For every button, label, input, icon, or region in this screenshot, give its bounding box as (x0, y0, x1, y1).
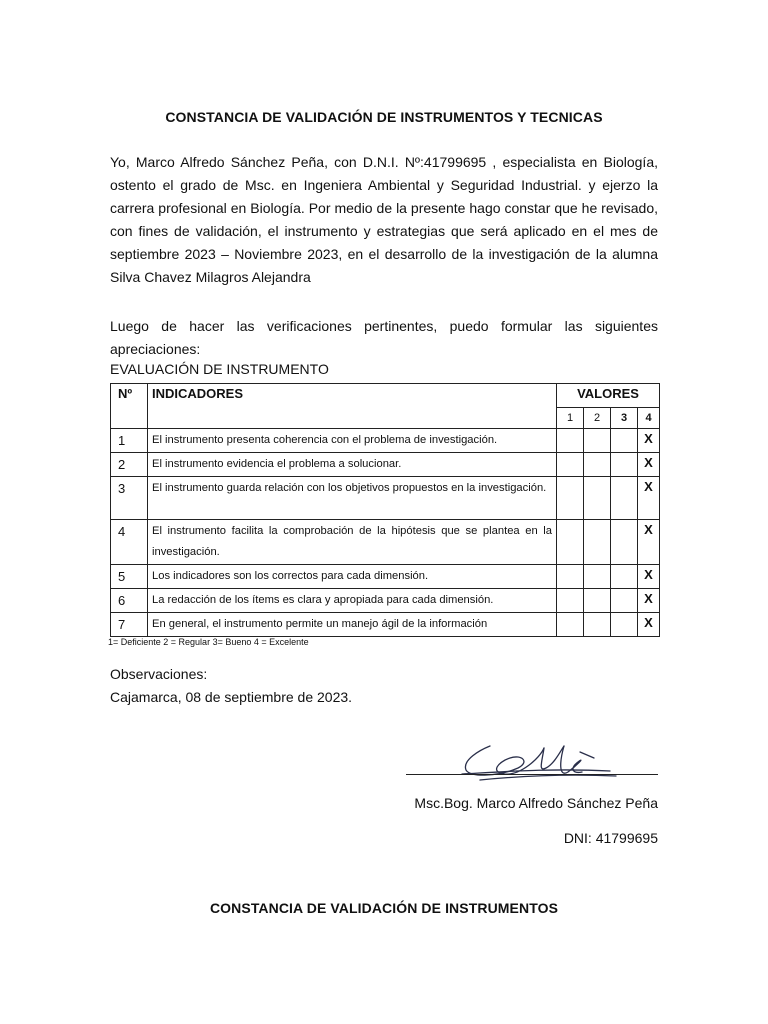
row-value-1 (557, 520, 584, 565)
row-value-4: X (638, 520, 660, 565)
row-indicator-text: En general, el instrumento permite un manejo ágil de la información (148, 613, 557, 637)
row-number: 2 (111, 453, 148, 477)
signature-image (460, 738, 620, 790)
row-value-2 (584, 429, 611, 453)
row-value-4: X (638, 429, 660, 453)
row-value-3 (611, 477, 638, 520)
table-row (111, 477, 660, 520)
verification-line-2: apreciaciones: (110, 341, 201, 357)
row-number: 6 (111, 589, 148, 613)
table-row (111, 429, 660, 453)
row-value-1 (557, 477, 584, 520)
row-value-3 (611, 613, 638, 637)
row-value-2 (584, 453, 611, 477)
row-value-4: X (638, 589, 660, 613)
row-value-1 (557, 589, 584, 613)
signature-line (406, 774, 658, 775)
scale-2: 2 (584, 408, 611, 429)
table-header-number: Nº (111, 384, 148, 429)
row-indicator-text: Los indicadores son los correctos para cada dimensión. (148, 565, 557, 589)
row-value-1 (557, 429, 584, 453)
row-value-4: X (638, 453, 660, 477)
row-value-2 (584, 477, 611, 520)
row-value-3 (611, 589, 638, 613)
row-value-2 (584, 589, 611, 613)
signer-dni: DNI: 41799695 (563, 830, 658, 846)
signer-name: Msc.Bog. Marco Alfredo Sánchez Peña (414, 795, 658, 811)
row-number: 4 (111, 520, 148, 565)
row-number: 3 (111, 477, 148, 520)
row-value-3 (611, 565, 638, 589)
place-date: Cajamarca, 08 de septiembre de 2023. (110, 689, 353, 705)
row-value-2 (584, 520, 611, 565)
row-value-3 (611, 429, 638, 453)
observations-label: Observaciones: (110, 666, 208, 682)
row-value-1 (557, 453, 584, 477)
verification-line-1: Luego de hacer las verificaciones pertinentes, puedo formular las siguientes (110, 318, 658, 334)
evaluation-table (110, 383, 660, 637)
row-number: 5 (111, 565, 148, 589)
row-value-2 (584, 565, 611, 589)
row-value-1 (557, 565, 584, 589)
row-indicator-text: El instrumento facilita la comprobación de la hipótesis que se plantea en la investigación. (148, 520, 557, 565)
scale-4: 4 (638, 408, 660, 429)
table-row (111, 613, 660, 637)
row-indicator-text: El instrumento guarda relación con los objetivos propuestos en la investigación. (148, 477, 557, 520)
row-value-4: X (638, 477, 660, 520)
row-number: 1 (111, 429, 148, 453)
row-indicator-text: La redacción de los ítems es clara y apropiada para cada dimensión. (148, 589, 557, 613)
row-value-4: X (638, 565, 660, 589)
scale-3: 3 (611, 408, 638, 429)
evaluation-title: EVALUACIÓN DE INSTRUMENTO (110, 361, 329, 377)
table-row (111, 453, 660, 477)
row-value-2 (584, 613, 611, 637)
row-number: 7 (111, 613, 148, 637)
verification-paragraph (110, 315, 658, 361)
scale-1: 1 (557, 408, 584, 429)
row-indicator-text: El instrumento presenta coherencia con el problema de investigación. (148, 429, 557, 453)
rating-legend: 1= Deficiente 2 = Regular 3= Bueno 4 = Excelente (108, 637, 309, 647)
document-title: CONSTANCIA DE VALIDACIÓN DE INSTRUMENTOS Y TECNICAS (165, 109, 603, 125)
row-value-3 (611, 520, 638, 565)
row-value-4: X (638, 613, 660, 637)
table-header-indicators: INDICADORES (148, 384, 557, 429)
table-row (111, 520, 660, 565)
row-value-1 (557, 613, 584, 637)
row-indicator-text: El instrumento evidencia el problema a solucionar. (148, 453, 557, 477)
table-header-values: VALORES (557, 384, 660, 408)
table-row (111, 589, 660, 613)
second-document-title: CONSTANCIA DE VALIDACIÓN DE INSTRUMENTOS (209, 900, 559, 916)
row-value-3 (611, 453, 638, 477)
intro-paragraph: Yo, Marco Alfredo Sánchez Peña, con D.N.I. Nº:41799695 , especialista en Biología, ostento el grado de Msc. en Ingeniera Ambiental y Seguridad Industrial. y ejerzo la carrera profesional en Biología. Por medio de la presente hago constar que he revisado, con fines de validación, el instrumento y estrategias que será aplicado en el mes de septiembre 2023 – Noviembre 2023, en el desarrollo de la investigación de la alumna Silva Chavez Milagros Alejandra (110, 154, 658, 285)
table-row (111, 565, 660, 589)
